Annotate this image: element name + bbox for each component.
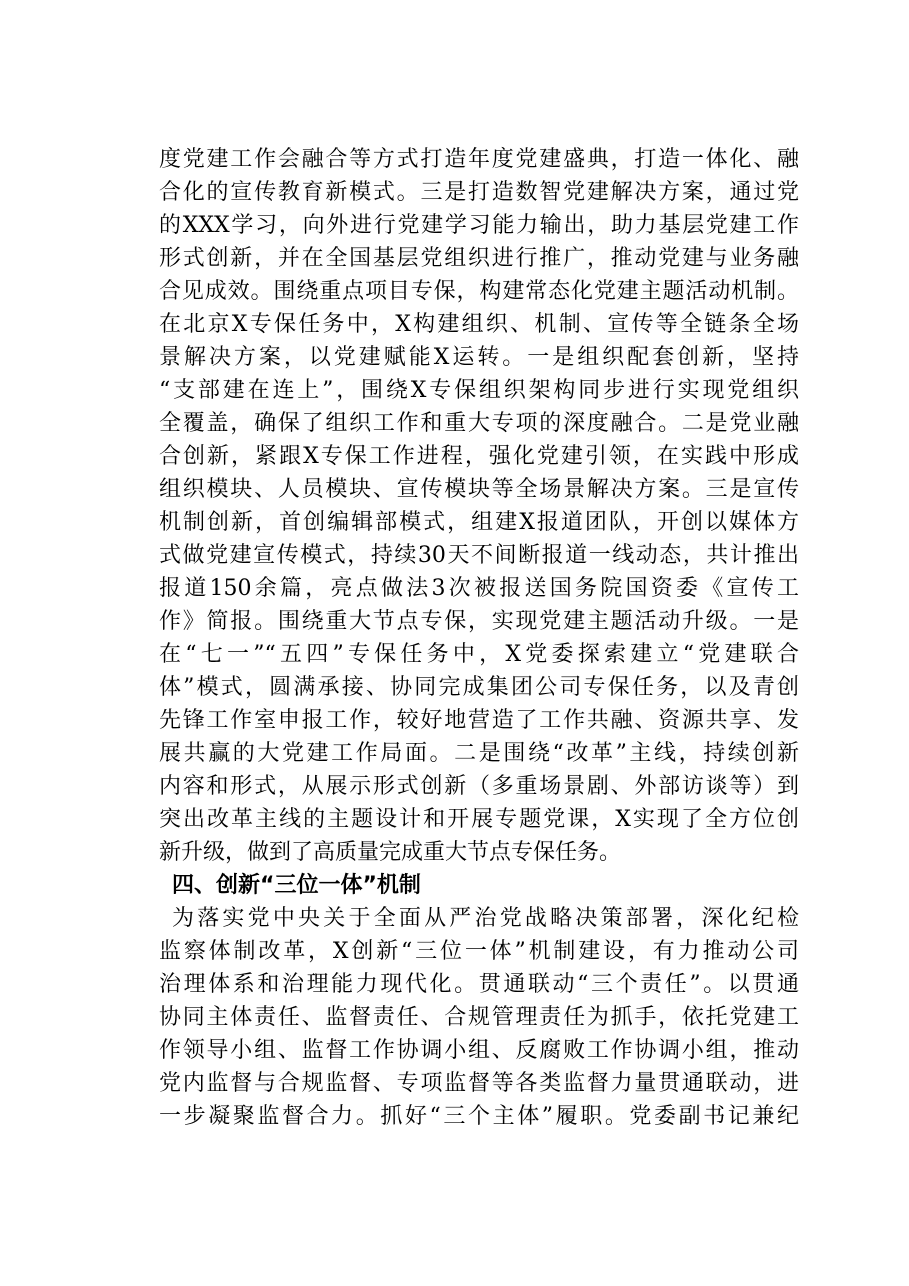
paragraph-line: 作领导小组、监督工作协调小组、反腐败工作协调小组，推动: [159, 1038, 799, 1063]
paragraph-line: 体”模式，圆满承接、协同完成集团公司专保任务，以及青创: [159, 675, 799, 700]
paragraph-line: 党内监督与合规监督、专项监督等各类监督力量贯通联动，进: [159, 1071, 799, 1096]
paragraph-line: 一步凝聚监督合力。抓好“三个主体”履职。党委副书记兼纪: [159, 1104, 799, 1129]
paragraph-line: 内容和形式，从展示形式创新（多重场景剧、外部访谈等）到: [159, 774, 799, 799]
paragraph-line: 先锋工作室申报工作，较好地营造了工作共融、资源共享、发: [159, 708, 799, 733]
paragraph-line: 合化的宣传教育新模式。三是打造数智党建解决方案，通过党: [159, 180, 799, 205]
paragraph-line: 式做党建宣传模式，持续30天不间断报道一线动态，共计推出: [159, 543, 799, 568]
body-text: [159, 143, 799, 1133]
section-heading: 四、创新“三位一体”机制: [172, 873, 421, 898]
paragraph-line: 的XXX学习，向外进行党建学习能力输出，助力基层党建工作: [159, 213, 799, 238]
paragraph-line: 治理体系和治理能力现代化。贯通联动“三个责任”。以贯通: [159, 972, 799, 997]
paragraph-line: 度党建工作会融合等方式打造年度党建盛典，打造一体化、融: [159, 147, 799, 172]
paragraph-line: 全覆盖，确保了组织工作和重大专项的深度融合。二是党业融: [159, 411, 799, 436]
paragraph-line: 为落实党中央关于全面从严治党战略决策部署，深化纪检: [172, 906, 799, 931]
paragraph-line: 作》简报。围绕重大节点专保，实现党建主题活动升级。一是: [159, 609, 799, 634]
paragraph-line: 突出改革主线的主题设计和开展专题党课，X实现了全方位创: [159, 807, 799, 832]
paragraph-line: 组织模块、人员模块、宣传模块等全场景解决方案。三是宣传: [159, 477, 799, 502]
paragraph-line: 报道150余篇，亮点做法3次被报送国务院国资委《宣传工: [159, 576, 799, 601]
paragraph-line: 协同主体责任、监督责任、合规管理责任为抓手，依托党建工: [159, 1005, 799, 1030]
paragraph-line: 展共赢的大党建工作局面。二是围绕“改革”主线，持续创新: [159, 741, 799, 766]
paragraph-line: 机制创新，首创编辑部模式，组建X报道团队，开创以媒体方: [159, 510, 799, 535]
paragraph-line: 景解决方案，以党建赋能X运转。一是组织配套创新，坚持: [159, 345, 799, 370]
paragraph-line: 在“七一”“五四”专保任务中，X党委探索建立“党建联合: [159, 642, 799, 667]
paragraph-line: “支部建在连上”，围绕X专保组织架构同步进行实现党组织: [159, 378, 799, 403]
paragraph-line: 合创新，紧跟X专保工作进程，强化党建引领，在实践中形成: [159, 444, 799, 469]
paragraph-line: 监察体制改革，X创新“三位一体”机制建设，有力推动公司: [159, 939, 799, 964]
paragraph-line: 形式创新，并在全国基层党组织进行推广，推动党建与业务融: [159, 246, 799, 271]
paragraph-line: 在北京X专保任务中，X构建组织、机制、宣传等全链条全场: [159, 312, 799, 337]
paragraph-line: 新升级，做到了高质量完成重大节点专保任务。: [159, 840, 622, 865]
paragraph-line: 合见成效。围绕重点项目专保，构建常态化党建主题活动机制。: [159, 279, 799, 304]
